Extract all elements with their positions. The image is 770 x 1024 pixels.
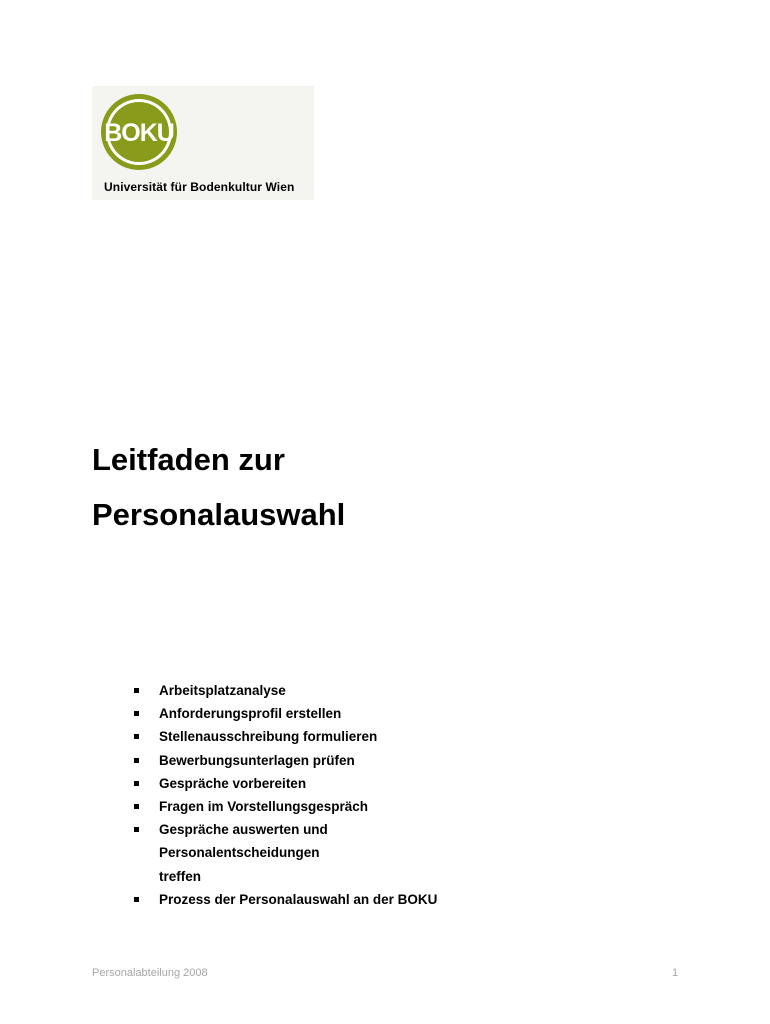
document-title (92, 432, 345, 542)
list-item: Stellenausschreibung formulieren (134, 725, 437, 748)
list-item: Gespräche auswerten und Personalentscheidungen treffen (134, 818, 349, 888)
title-line-1: Leitfaden zur (92, 442, 285, 477)
logo-caption: Universität für Bodenkultur Wien (104, 180, 295, 194)
boku-seal-icon (98, 92, 184, 172)
title-line-2: Personalauswahl (92, 497, 346, 532)
footer-department: Personalabteilung 2008 (92, 967, 208, 979)
boku-logo (92, 86, 314, 200)
list-item: Anforderungsprofil erstellen (134, 702, 437, 725)
svg-text:BOKU: BOKU (104, 119, 174, 147)
list-item: Prozess der Personalauswahl an der BOKU (134, 888, 437, 911)
contents-list (134, 679, 437, 911)
list-item: Fragen im Vorstellungsgespräch (134, 795, 437, 818)
list-item: Arbeitsplatzanalyse (134, 679, 437, 702)
page-number: 1 (672, 967, 679, 979)
list-item: Gespräche vorbereiten (134, 772, 437, 795)
list-item: Bewerbungsunterlagen prüfen (134, 749, 437, 772)
